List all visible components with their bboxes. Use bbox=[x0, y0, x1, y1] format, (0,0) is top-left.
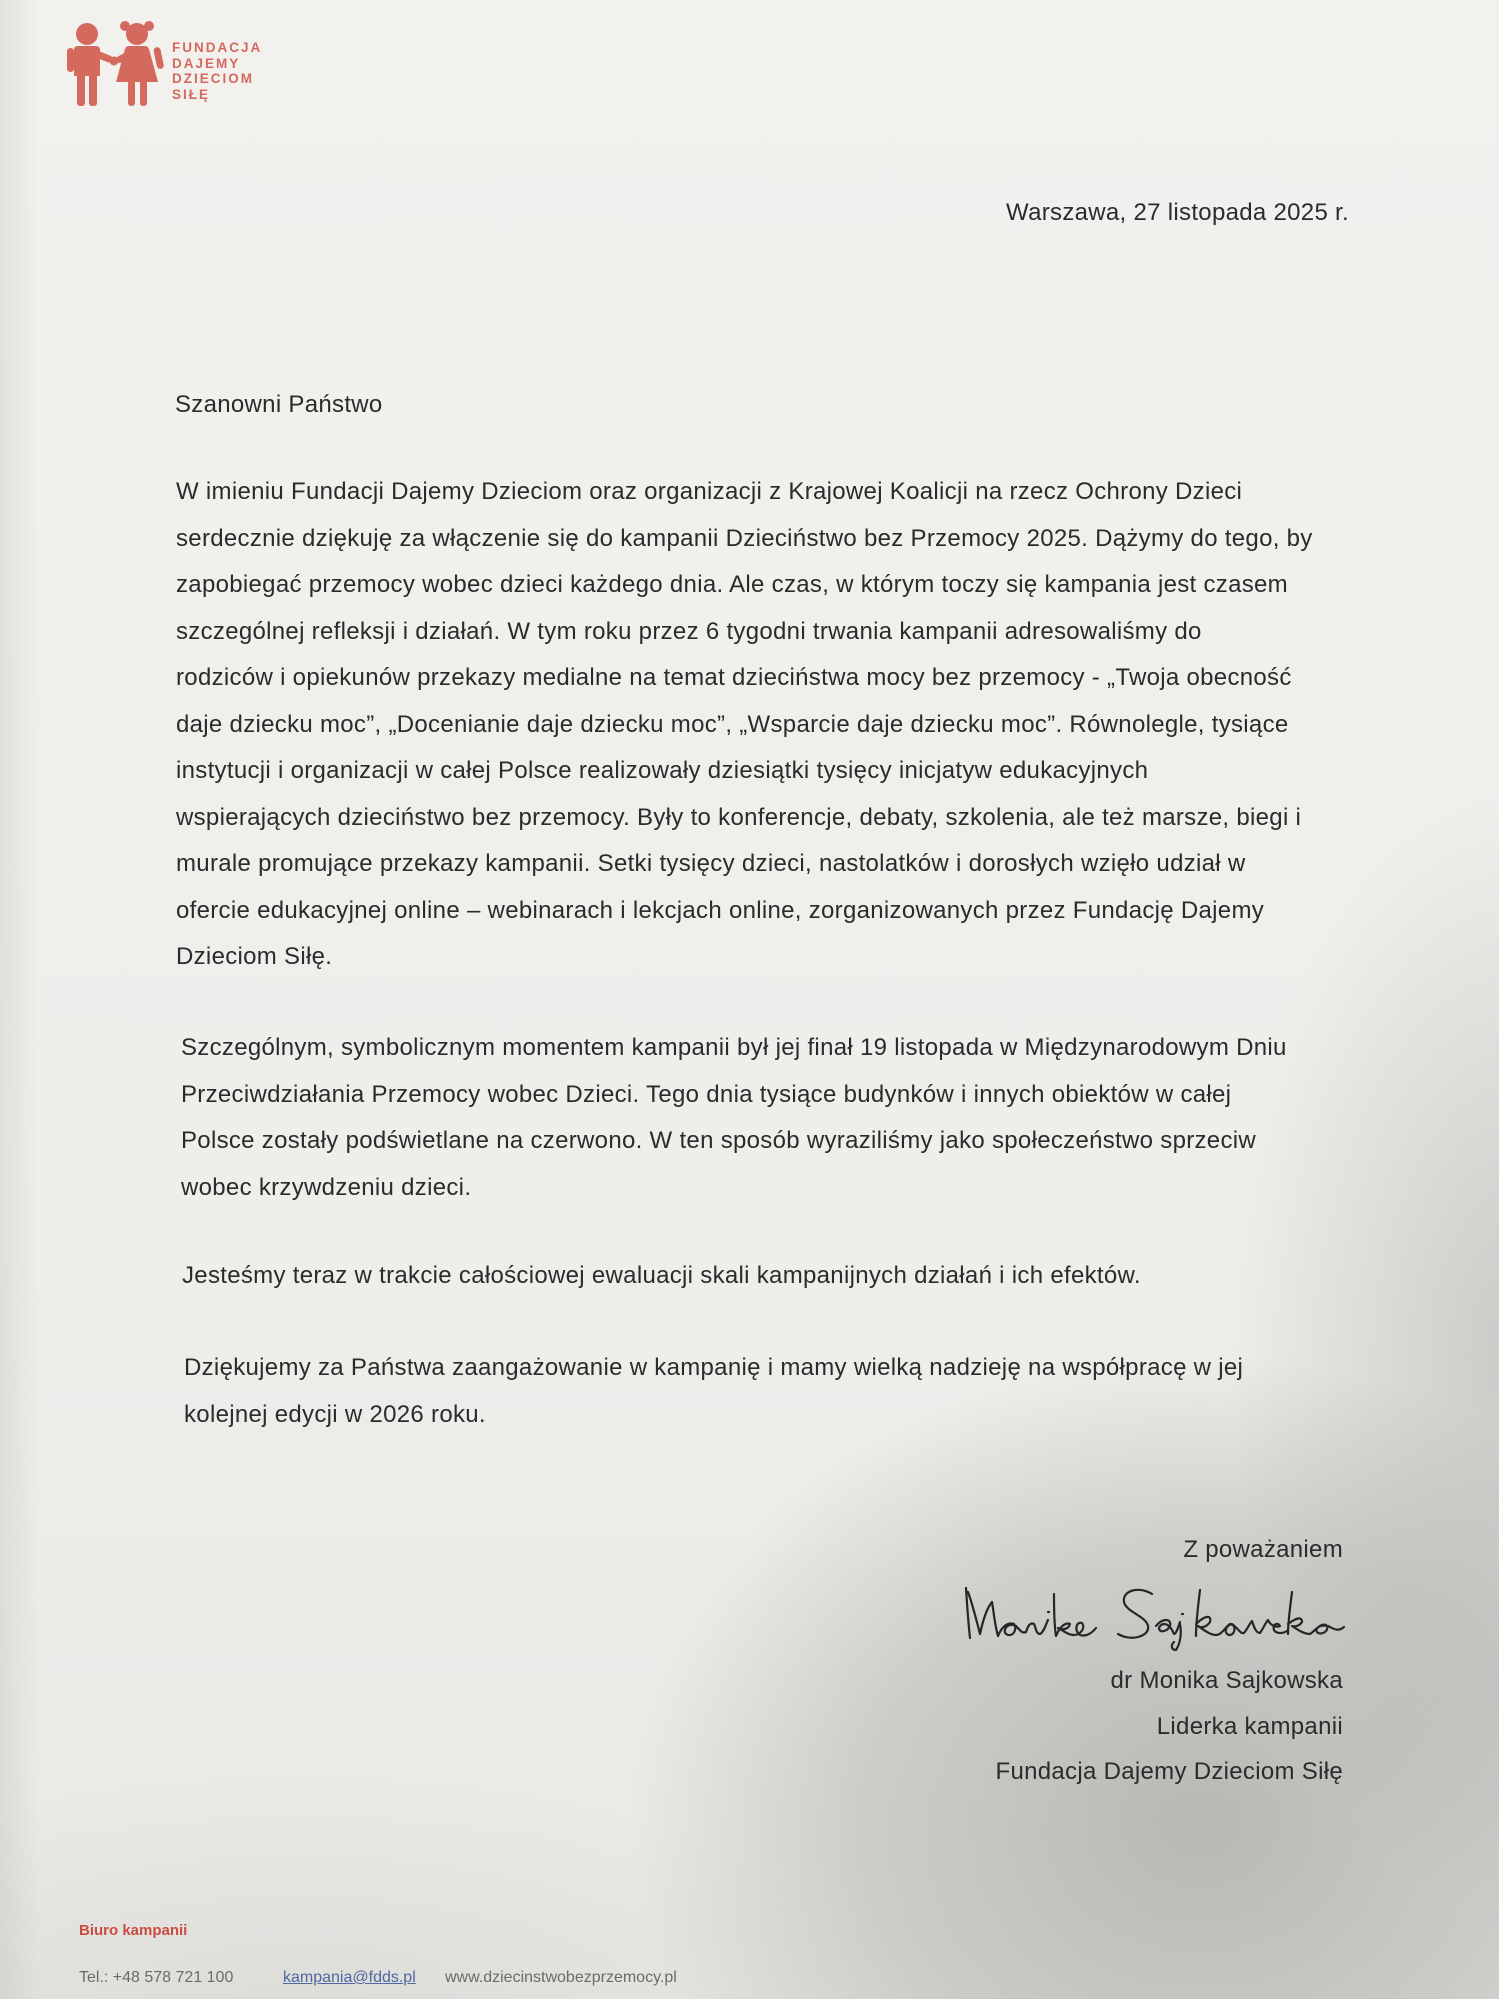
text-line: kolejnej edycji w 2026 roku. bbox=[184, 1400, 486, 1428]
signature bbox=[958, 1578, 1358, 1654]
text-line: W imieniu Fundacji Dajemy Dzieciom oraz organizacji z Krajowej Koalicji na rzecz Ochrony Dzieci bbox=[176, 478, 1243, 505]
text-line: Przeciwdziałania Przemocy wobec Dzieci. Tego dnia tysiące budynków i innych obiektów w całej bbox=[181, 1080, 1232, 1108]
logo-wordmark-line: DAJEMY bbox=[172, 55, 241, 71]
logo-wordmark bbox=[172, 40, 262, 102]
text-line: Polsce zostały podświetlane na czerwono. W ten sposób wyraziliśmy jako społeczeństwo sprzeciw bbox=[181, 1127, 1257, 1154]
signatory-organization: Fundacja Dajemy Dzieciom Siłę bbox=[995, 1758, 1343, 1785]
paragraph-2 bbox=[181, 1025, 1287, 1211]
paragraph-1 bbox=[176, 469, 1313, 981]
text-line: Szczególnym, symbolicznym momentem kampanii był jej finał 19 listopada w Międzynarodowym Dniu bbox=[181, 1034, 1287, 1061]
footer-website: www.dziecinstwobezprzemocy.pl bbox=[445, 1969, 677, 1986]
footer-phone: Tel.: +48 578 721 100 bbox=[79, 1969, 234, 1986]
signatory-name: dr Monika Sajkowska bbox=[1110, 1667, 1343, 1694]
children-logo-icon bbox=[64, 20, 166, 108]
text-line: murale promujące przekazy kampanii. Setki tysięcy dzieci, nastolatków i dorosłych wzięło udział w bbox=[176, 850, 1246, 877]
closing-phrase: Z poważaniem bbox=[1183, 1536, 1343, 1563]
text-line: serdecznie dziękuję za włączenie się do kampanii Dzieciństwo bez Przemocy 2025. Dążymy do tego, by bbox=[176, 524, 1313, 552]
text-line: ofercie edukacyjnej online – webinarach i lekcjach online, zorganizowanych przez Fundację Dajemy bbox=[176, 896, 1265, 924]
logo-wordmark-line: DZIECIOM bbox=[172, 71, 254, 86]
paragraph-4 bbox=[184, 1345, 1243, 1438]
footer-label: Biuro kampanii bbox=[79, 1922, 188, 1939]
text-line: Dzieciom Siłę. bbox=[176, 943, 333, 970]
logo-wordmark-line: SIŁĘ bbox=[172, 86, 211, 102]
signatory-role: Liderka kampanii bbox=[1156, 1713, 1343, 1740]
text-line: szczególnej refleksji i działań. W tym roku przez 6 tygodni trwania kampanii adresowaliśmy do bbox=[176, 617, 1202, 645]
text-line: instytucji i organizacji w całej Polsce realizowały dziesiątki tysięcy inicjatyw edukacyjnych bbox=[176, 757, 1149, 784]
text-line: Dziękujemy za Państwa zaangażowanie w kampanię i mamy wielką nadzieję na współpracę w jej bbox=[184, 1354, 1244, 1381]
text-line: Jesteśmy teraz w trakcie całościowej ewaluacji skali kampanijnych działań i ich efektów. bbox=[182, 1262, 1141, 1289]
letter-date: Warszawa, 27 listopada 2025 r. bbox=[1006, 199, 1349, 226]
logo-wordmark-line: FUNDACJA bbox=[172, 40, 263, 55]
text-line: wspierających dzieciństwo bez przemocy. Były to konferencje, debaty, szkolenia, ale też marsze, biegi i bbox=[176, 803, 1302, 831]
text-line: wobec krzywdzeniu dzieci. bbox=[181, 1173, 472, 1201]
footer-email: kampania@fdds.pl bbox=[283, 1969, 416, 1986]
text-line: daje dziecku moc”, „Docenianie daje dziecku moc”, „Wsparcie daje dziecku moc”. Równolegle, tysiące bbox=[176, 710, 1289, 738]
salutation: Szanowni Państwo bbox=[175, 391, 383, 418]
paragraph-3 bbox=[182, 1253, 1141, 1300]
text-line: zapobiegać przemocy wobec dzieci każdego dnia. Ale czas, w którym toczy się kampania jest czasem bbox=[176, 571, 1288, 598]
text-line: rodziców i opiekunów przekazy medialne na temat dzieciństwa mocy bez przemocy - „Twoja obecność bbox=[176, 664, 1292, 691]
